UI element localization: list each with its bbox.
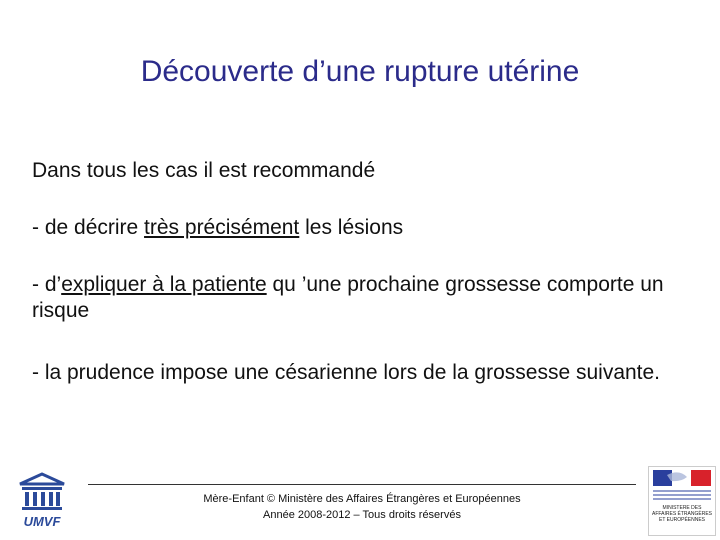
footer-divider [88,484,636,485]
bullet-describe-lesions [32,215,692,241]
bullet1-prefix: - de décrire [32,216,145,239]
footer-copyright: Mère-Enfant © Ministère des Affaires Étrangères et Européennes [203,493,521,505]
bullet-explain-risk [32,272,692,324]
bullet2-prefix: - d’ [32,273,62,296]
bullet1-emphasis: très précisément [144,216,300,239]
bullet2-suffix: qu ’une prochaine grossesse comporte un risque [32,273,664,322]
bullet2-emphasis: expliquer à la patiente [61,273,267,296]
intro-text: Dans tous les cas il est recommandé [32,159,376,182]
bullet-caesarean: - la prudence impose une césarienne lors de la grossesse suivante. [32,361,661,384]
slide-title: Découverte d’une rupture utérine [140,55,580,88]
bullet1-suffix: les lésions [299,216,404,239]
umvf-logo-text: UMVF [23,514,61,529]
ministry-logo-text: MINISTÈRE DES AFFAIRES ÉTRANGÈRES ET EUROPÉENNES [651,505,712,523]
footer-years: Année 2008-2012 – Tous droits réservés [263,509,461,521]
ministry-logo [648,466,716,536]
umvf-logo [14,470,70,530]
